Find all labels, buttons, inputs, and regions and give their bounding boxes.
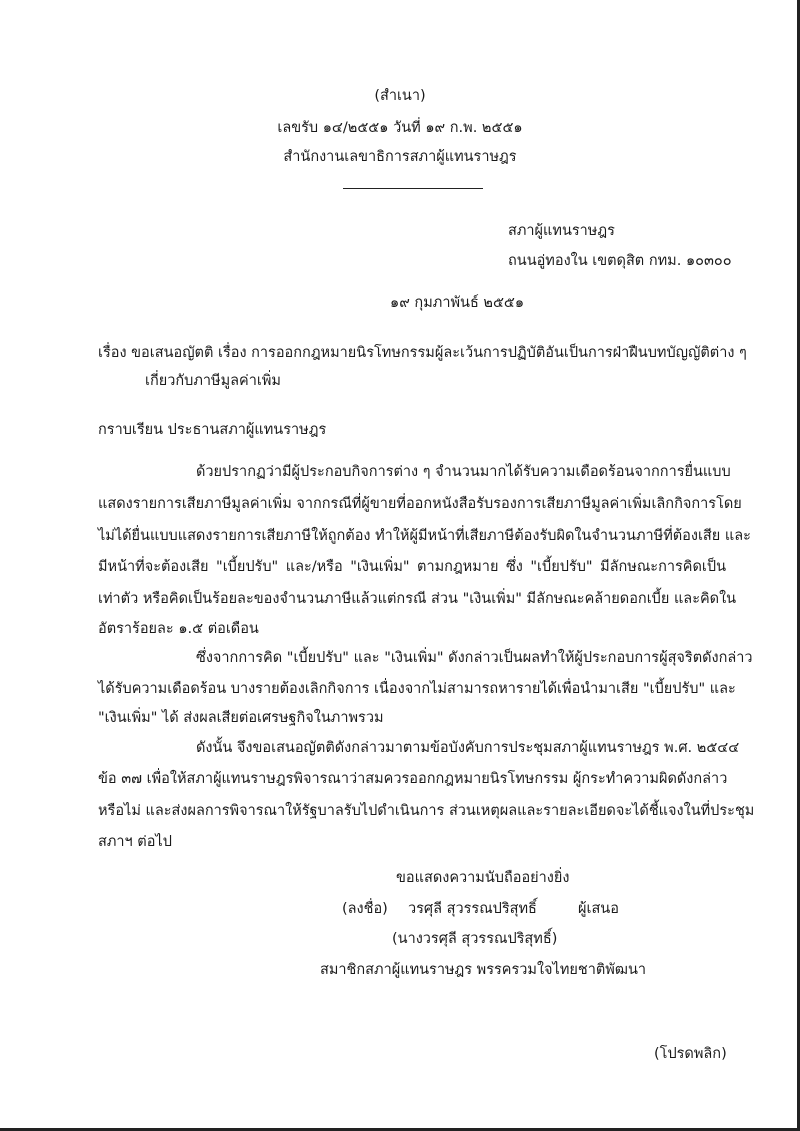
paragraph-1-line: ด้วยปรากฏว่ามีผู้ประกอบกิจการต่าง ๆ จำนวนมากได้รับความเดือดร้อนจากการยื่นแบบ	[196, 464, 731, 480]
paragraph-2-line: ซึ่งจากการคิด "เบี้ยปรับ" และ "เงินเพิ่ม" ดังกล่าวเป็นผลทำให้ผู้ประกอบการผู้สุจริตดังกล่าว	[196, 650, 753, 666]
closing-regards: ขอแสดงความนับถืออย่างยิ่ง	[396, 870, 570, 886]
paragraph-3-line: ข้อ ๓๗ เพื่อให้สภาผู้แทนราษฎรพิจารณาว่าสมควรออกกฎหมายนิรโทษกรรม ผู้กระทำความผิดดังกล่าว	[98, 771, 728, 787]
letter-date: ๑๙ กุมภาพันธ์ ๒๕๕๑	[390, 295, 525, 311]
salutation: กราบเรียน ประธานสภาผู้แทนราษฎร	[98, 422, 327, 438]
address-street: ถนนอู่ทองใน เขตดุสิต กทม. ๑๐๓๐๐	[508, 253, 732, 269]
address-org: สภาผู้แทนราษฎร	[508, 223, 615, 239]
paragraph-3-line: หรือไม่ และส่งผลการพิจารณาให้รัฐบาลรับไปดำเนินการ ส่วนเหตุผลและรายละเอียดจะได้ชี้แจงในที่ประชุม	[98, 803, 755, 819]
paragraph-2-line: ได้รับความเดือดร้อน บางรายต้องเลิกกิจการ เนื่องจากไม่สามารถหารายได้เพื่อนำมาเสีย "เบี้ยปรับ" และ	[98, 681, 736, 697]
paragraph-1-line: แสดงรายการเสียภาษีมูลค่าเพิ่ม จากกรณีที่ผู้ขายที่ออกหนังสือรับรองการเสียภาษีมูลค่าเพิ่มเลิกกิจการโดย	[98, 496, 742, 512]
paragraph-1-line: เท่าตัว หรือคิดเป็นร้อยละของจำนวนภาษีแล้วแต่กรณี ส่วน "เงินเพิ่ม" มีลักษณะคล้ายดอกเบี้ย และคิดใน	[98, 591, 737, 607]
paragraph-3-line: สภาฯ ต่อไป	[98, 834, 172, 850]
header-divider	[343, 188, 483, 189]
signature-name: วรศุลี สุวรรณปริสุทธิ์	[408, 901, 537, 917]
signer-role: ผู้เสนอ	[578, 901, 619, 917]
receipt-line: เลขรับ ๑๔/๒๕๕๑ วันที่ ๑๙ ก.พ. ๒๕๕๑	[277, 120, 523, 136]
subject-line-1: เรื่อง ขอเสนอญัตติ เรื่อง การออกกฎหมายนิรโทษกรรมผู้ละเว้นการปฏิบัติอันเป็นการฝ่าฝืนบทบัญญัติต่าง ๆ	[98, 345, 747, 361]
paragraph-1-line: อัตราร้อยละ ๑.๕ ต่อเดือน	[98, 621, 259, 637]
please-turn-note: (โปรดพลิก)	[654, 1046, 727, 1062]
paragraph-3-line: ดังนั้น จึงขอเสนอญัตติดังกล่าวมาตามข้อบังคับการประชุมสภาผู้แทนราษฎร พ.ศ. ๒๕๔๔	[196, 740, 740, 756]
paragraph-2-line: "เงินเพิ่ม" ได้ ส่งผลเสียต่อเศรษฐกิจในภาพรวม	[98, 710, 384, 726]
receiving-office: สำนักงานเลขาธิการสภาผู้แทนราษฎร	[283, 149, 517, 165]
paragraph-1-line: ไม่ได้ยื่นแบบแสดงรายการเสียภาษีให้ถูกต้อง ทำให้ผู้มีหน้าที่เสียภาษีต้องรับผิดในจำนวนภาษีที่ต้องเสีย และ	[98, 528, 751, 544]
paragraph-1-line: มีหน้าที่จะต้องเสีย "เบี้ยปรับ" และ/หรือ "เงินเพิ่ม" ตามกฎหมาย ซึ่ง "เบี้ยปรับ" มีลักษณะการคิดเป็น	[98, 559, 726, 575]
signature-label: (ลงชื่อ)	[342, 901, 388, 917]
signer-position: สมาชิกสภาผู้แทนราษฎร พรรครวมใจไทยชาติพัฒนา	[320, 962, 647, 978]
copy-mark: (สำเนา)	[374, 88, 426, 104]
printed-name: (นางวรศุลี สุวรรณปริสุทธิ์)	[392, 931, 558, 947]
subject-line-2: เกี่ยวกับภาษีมูลค่าเพิ่ม	[145, 373, 281, 389]
